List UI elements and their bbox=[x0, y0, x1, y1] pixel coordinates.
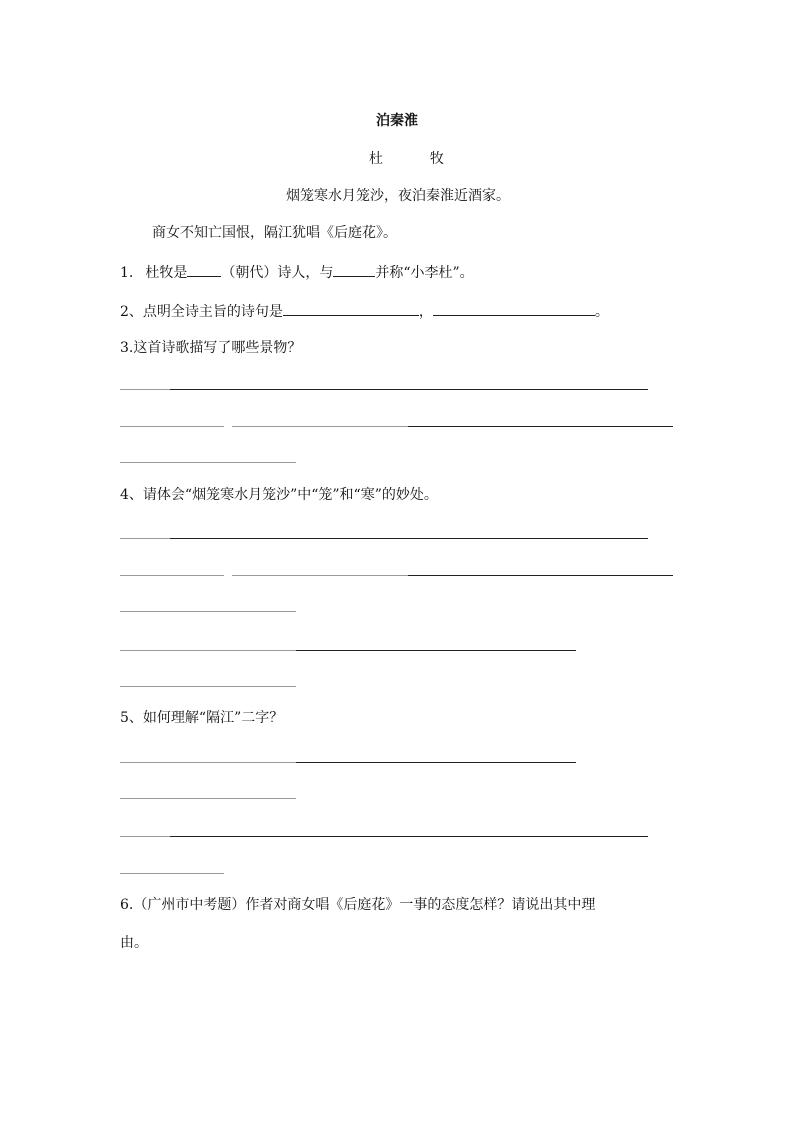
q3-answer-line-1[interactable] bbox=[170, 389, 648, 390]
q2-text: 2、点明全诗主旨的诗句是 bbox=[120, 304, 283, 320]
poem-line-2: 商女不知亡国恨，隔江犹唱《后庭花》。 bbox=[152, 225, 397, 241]
q4-answer-line-2[interactable] bbox=[408, 575, 673, 576]
author-surname: 杜 bbox=[369, 151, 383, 167]
q4-answer-line-1[interactable] bbox=[170, 538, 648, 539]
q5-answer-line-1[interactable] bbox=[296, 762, 576, 763]
q4-answer-line-4a bbox=[120, 650, 296, 651]
q5-answer-line-4[interactable] bbox=[120, 873, 224, 874]
q1-text-a: 杜牧是 bbox=[145, 265, 188, 281]
q1-poet-blank[interactable] bbox=[333, 262, 375, 277]
q2-sep: ， bbox=[418, 304, 433, 320]
q3-answer-line-2[interactable] bbox=[408, 426, 673, 427]
question-3: 3.这首诗歌描写了哪些景物？ bbox=[120, 340, 302, 356]
question-2 bbox=[120, 301, 609, 321]
q2-answer-blank-1[interactable] bbox=[283, 301, 419, 316]
q1-text-c: 并称“小李杜”。 bbox=[375, 265, 474, 281]
poem-author bbox=[369, 150, 444, 168]
q4-answer-line-2a bbox=[120, 575, 224, 576]
q1-dynasty-blank[interactable] bbox=[187, 262, 221, 277]
q1-text-b: （朝代）诗人，与 bbox=[221, 265, 334, 281]
q4-answer-line-1a bbox=[120, 538, 170, 539]
q3-answer-line-2b bbox=[232, 426, 408, 427]
q2-answer-blank-2[interactable] bbox=[433, 301, 595, 316]
question-1 bbox=[120, 262, 474, 282]
q4-answer-line-2b bbox=[232, 575, 408, 576]
q4-answer-line-3[interactable] bbox=[120, 611, 296, 612]
q1-number: 1. bbox=[120, 265, 134, 281]
question-5: 5、如何理解“隔江”二字？ bbox=[120, 710, 284, 726]
q5-answer-line-3[interactable] bbox=[170, 836, 648, 837]
q5-answer-line-2[interactable] bbox=[120, 798, 296, 799]
q2-end: 。 bbox=[594, 304, 609, 320]
question-6-line-2: 由。 bbox=[120, 935, 148, 951]
question-6-line-1: 6.（广州市中考题）作者对商女唱《后庭花》一事的态度怎样？请说出其中理 bbox=[120, 897, 596, 913]
q5-answer-line-3a bbox=[120, 836, 170, 837]
q4-answer-line-5[interactable] bbox=[120, 686, 296, 687]
q3-answer-line-3[interactable] bbox=[120, 462, 296, 463]
author-given: 牧 bbox=[429, 151, 444, 167]
q3-answer-line-1a bbox=[120, 389, 170, 390]
q5-answer-line-1a bbox=[120, 762, 296, 763]
poem-line-1: 烟笼寒水月笼沙，夜泊秦淮近酒家。 bbox=[286, 188, 510, 204]
question-4: 4、请体会“烟笼寒水月笼沙”中“笼”和“寒”的妙处。 bbox=[120, 487, 438, 503]
poem-title: 泊秦淮 bbox=[376, 113, 418, 129]
q4-answer-line-4[interactable] bbox=[296, 650, 576, 651]
q3-answer-line-2a bbox=[120, 426, 224, 427]
